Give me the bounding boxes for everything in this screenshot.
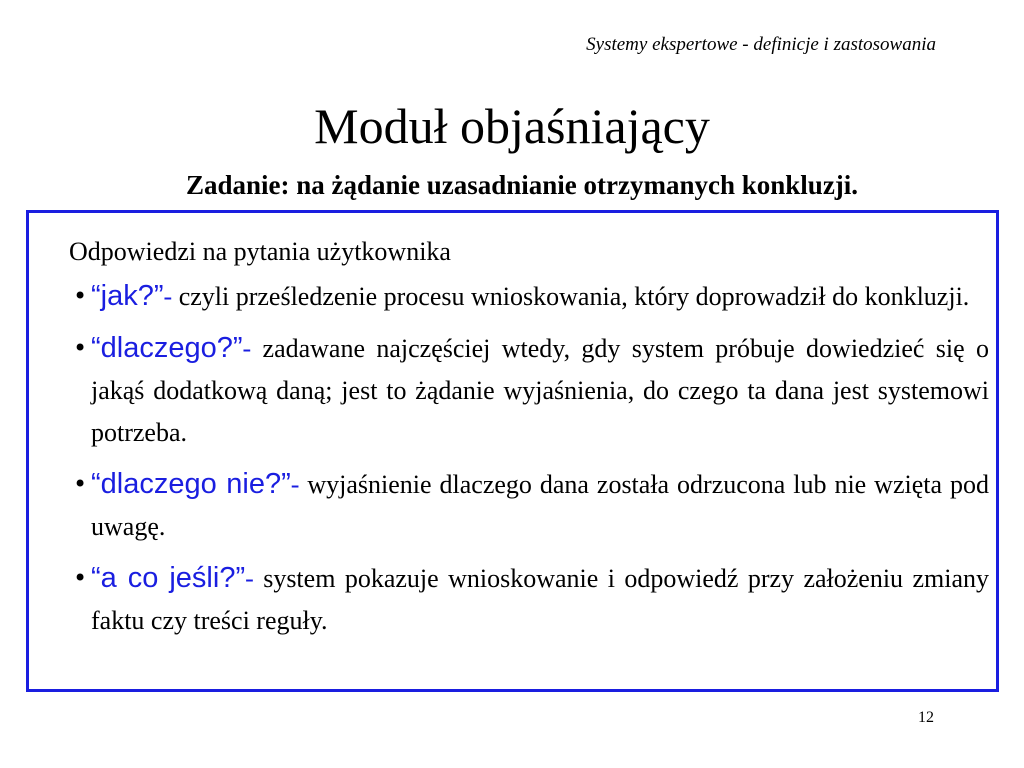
content-box	[26, 210, 999, 692]
item-description: system pokazuje wnioskowanie i odpowiedź przy założeniu zmiany faktu czy treści reguły.	[91, 564, 989, 635]
list-item-dlaczego-nie	[65, 463, 989, 548]
slide-subtitle: Zadanie: na żądanie uzasadnianie otrzymanych konkluzji.	[185, 170, 859, 200]
slide-header: Systemy ekspertowe - definicje i zastosowania	[586, 34, 936, 55]
bullet-icon: •	[73, 564, 88, 592]
term-dash: -	[290, 470, 300, 499]
page-number: 12	[918, 709, 934, 726]
bullet-icon: •	[73, 334, 88, 362]
list-item-a-co-jesli	[65, 557, 989, 642]
question-term: “dlaczego nie?”	[91, 468, 291, 500]
list-item-dlaczego	[65, 327, 989, 454]
box-intro: Odpowiedzi na pytania użytkownika	[69, 237, 451, 266]
item-description: czyli prześledzenie procesu wnioskowania, który doprowadził do konkluzji.	[172, 282, 970, 311]
list-item-jak	[65, 275, 989, 318]
question-term: “dlaczego?”	[91, 332, 243, 364]
bullet-icon: •	[73, 282, 88, 310]
question-term: “a co jeśli?”	[91, 562, 246, 594]
term-dash: -	[245, 564, 254, 593]
question-term: “jak?”	[91, 280, 164, 312]
term-dash: -	[163, 282, 173, 311]
term-dash: -	[242, 334, 252, 363]
bullet-icon: •	[73, 470, 88, 498]
item-description: zadawane najczęściej wtedy, gdy system próbuje dowiedzieć się o jakąś dodatkową daną; jest to żądanie wyjaśnienia, do czego ta dana jest systemowi potrzeba.	[91, 334, 989, 447]
answer-list	[65, 275, 989, 651]
item-description: wyjaśnienie dlaczego dana została odrzucona lub nie wzięta pod uwagę.	[91, 470, 989, 541]
slide-title: Moduł objaśniający	[314, 98, 710, 154]
